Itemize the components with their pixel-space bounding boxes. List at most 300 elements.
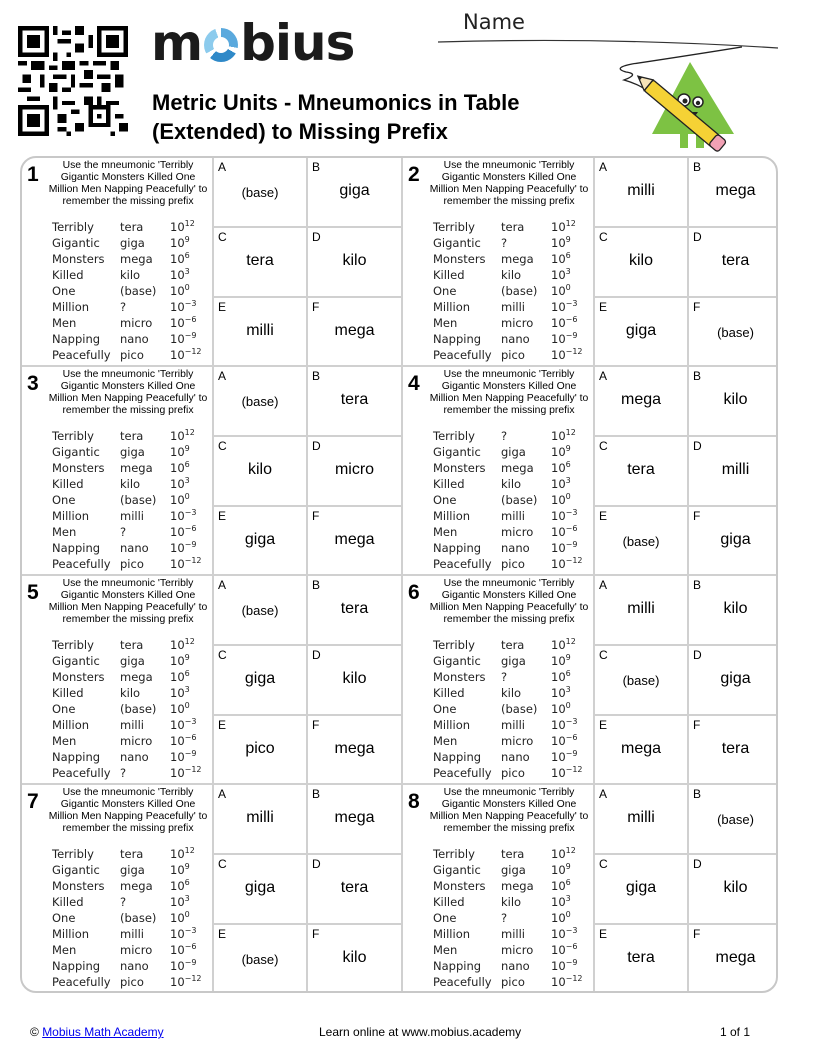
mnemonic-word: Million	[52, 718, 90, 732]
prefix-table	[52, 637, 202, 781]
prefix-value: micro	[120, 316, 153, 330]
mnemonic-word: Peacefully	[52, 348, 111, 362]
option-value: giga	[339, 182, 370, 199]
exponent: 9	[184, 444, 190, 453]
option-letter: B	[693, 160, 702, 174]
prefix-table-row	[52, 862, 202, 878]
prefix-value: ?	[120, 525, 127, 539]
power-of-ten: $10^{-9}$	[551, 749, 578, 764]
problem-3	[22, 367, 401, 576]
power-of-ten: $10^0$	[170, 492, 190, 507]
mnemonic-word: Million	[52, 509, 90, 523]
exponent: 9	[184, 235, 190, 244]
answer-options-grid	[212, 158, 401, 367]
prefix-value: ?	[501, 429, 508, 443]
prefix-value: nano	[120, 959, 149, 973]
problem-7	[22, 785, 401, 993]
option-letter: B	[693, 369, 702, 383]
power-of-ten: $10^3$	[551, 685, 571, 700]
problem-prompt	[403, 785, 593, 993]
answer-option-a[interactable]	[212, 785, 306, 855]
option-value: kilo	[342, 252, 367, 269]
prefix-table-row	[52, 219, 202, 235]
prefix-table-row	[433, 637, 583, 653]
answer-option-e[interactable]	[212, 716, 306, 785]
answer-option-d[interactable]	[687, 646, 778, 716]
mnemonic-word: Monsters	[52, 879, 105, 893]
prefix-value: pico	[501, 557, 525, 571]
option-value: tera	[340, 391, 369, 408]
mnemonic-word: Terribly	[52, 638, 94, 652]
answer-option-b[interactable]	[306, 576, 401, 646]
mnemonic-word: Terribly	[433, 429, 475, 443]
power-of-ten: $10^9$	[551, 653, 571, 668]
option-value: mega	[620, 740, 662, 757]
option-letter: E	[599, 509, 608, 523]
power-of-ten: $10^0$	[170, 701, 190, 716]
prefix-value: kilo	[120, 477, 141, 491]
option-letter: C	[599, 230, 608, 244]
power-of-ten: $10^6$	[551, 669, 571, 684]
answer-option-d[interactable]	[306, 228, 401, 298]
option-letter: C	[218, 857, 227, 871]
mnemonic-word: Gigantic	[52, 445, 100, 459]
prefix-value: micro	[501, 316, 534, 330]
option-value: tera	[627, 949, 655, 966]
prefix-value: giga	[120, 236, 145, 250]
option-letter: F	[693, 718, 701, 732]
problem-prompt	[403, 367, 593, 576]
option-value: mega	[334, 322, 375, 339]
prefix-value: tera	[120, 220, 144, 234]
prefix-value: nano	[501, 541, 530, 555]
exponent: −9	[184, 958, 197, 967]
mnemonic-word: Peacefully	[433, 348, 492, 362]
exponent: 6	[565, 460, 571, 469]
answer-option-f[interactable]	[306, 298, 401, 367]
option-letter: A	[599, 787, 608, 801]
mnemonic-word: Peacefully	[52, 975, 111, 989]
option-letter: A	[599, 160, 608, 174]
exponent: −12	[565, 556, 583, 565]
power-of-ten: $10^6$	[170, 878, 190, 893]
option-letter: F	[312, 509, 320, 523]
option-value: (base)	[241, 185, 279, 200]
mnemonic-word: Gigantic	[433, 863, 481, 877]
prefix-table-row	[433, 862, 583, 878]
power-of-ten: $10^{-3}$	[551, 508, 578, 523]
answer-options-grid	[593, 576, 778, 785]
mnemonic-word: Men	[52, 943, 77, 957]
option-letter: C	[218, 648, 227, 662]
option-value: kilo	[247, 461, 272, 478]
mnemonic-word: One	[52, 702, 76, 716]
prefix-table-row	[433, 556, 583, 572]
mnemonic-word: Men	[433, 316, 458, 330]
problem-prompt	[403, 576, 593, 785]
mobius-logo	[151, 14, 355, 72]
exponent: 0	[184, 910, 190, 919]
title-line-1: Metric Units - Mneumonics in Table	[152, 90, 520, 115]
mnemonic-word: Million	[433, 509, 471, 523]
power-of-ten: $10^3$	[551, 894, 571, 909]
prefix-table-row	[52, 765, 202, 781]
answer-option-d[interactable]	[687, 855, 778, 925]
power-of-ten: $10^{12}$	[551, 846, 576, 861]
prefix-table-row	[433, 267, 583, 283]
prefix-value: milli	[501, 927, 525, 941]
power-of-ten: $10^{-3}$	[551, 299, 578, 314]
answer-option-a[interactable]	[593, 158, 687, 228]
prefix-value: giga	[501, 863, 526, 877]
answer-option-b[interactable]	[687, 785, 778, 855]
answer-option-f[interactable]	[306, 507, 401, 576]
answer-option-a[interactable]	[212, 367, 306, 437]
prefix-value: giga	[501, 654, 526, 668]
answer-option-e[interactable]	[593, 716, 687, 785]
prefix-table-row	[52, 492, 202, 508]
answer-option-d[interactable]	[687, 228, 778, 298]
mnemonic-word: Peacefully	[52, 766, 111, 780]
option-value: tera	[246, 252, 274, 269]
answer-option-f[interactable]	[306, 716, 401, 785]
prefix-value: micro	[501, 734, 534, 748]
option-value: (base)	[717, 812, 754, 827]
prefix-table-row	[52, 331, 202, 347]
mnemonic-word: Million	[52, 927, 90, 941]
answer-option-e[interactable]	[593, 925, 687, 993]
mnemonic-word: One	[52, 911, 76, 925]
answer-option-f[interactable]	[687, 507, 778, 576]
option-letter: E	[599, 718, 608, 732]
prefix-table-row	[52, 733, 202, 749]
exponent: 12	[184, 637, 195, 646]
mnemonic-word: Peacefully	[433, 557, 492, 571]
answer-option-c[interactable]	[212, 437, 306, 507]
prefix-value: mega	[501, 879, 534, 893]
power-of-ten: $10^6$	[551, 251, 571, 266]
exponent: −3	[184, 299, 197, 308]
mnemonic-word: Men	[433, 734, 458, 748]
exponent: 6	[184, 878, 190, 887]
prefix-value: mega	[120, 461, 153, 475]
answer-option-e[interactable]	[212, 507, 306, 576]
answer-option-b[interactable]	[306, 367, 401, 437]
mnemonic-word: Terribly	[52, 220, 94, 234]
answer-option-b[interactable]	[687, 367, 778, 437]
prefix-value: (base)	[501, 493, 538, 507]
problem-number: 3	[27, 372, 39, 395]
power-of-ten: $10^{-12}$	[170, 556, 202, 571]
answer-option-a[interactable]	[212, 576, 306, 646]
mnemonic-word: Napping	[433, 332, 482, 346]
prefix-table-row	[52, 251, 202, 267]
answer-option-a[interactable]	[593, 576, 687, 646]
mnemonic-word: Terribly	[433, 847, 475, 861]
worksheet-grid	[20, 156, 778, 993]
answer-option-c[interactable]	[593, 228, 687, 298]
logo-text-start: m	[151, 14, 203, 72]
power-of-ten: $10^3$	[551, 267, 571, 282]
answer-option-f[interactable]	[687, 925, 778, 993]
mnemonic-word: One	[52, 284, 76, 298]
power-of-ten: $10^{-12}$	[551, 556, 583, 571]
exponent: −12	[184, 765, 202, 774]
option-letter: D	[312, 230, 321, 244]
exponent: −6	[565, 524, 578, 533]
answer-option-b[interactable]	[687, 576, 778, 646]
mnemonic-word: One	[433, 493, 457, 507]
option-letter: C	[599, 857, 608, 871]
power-of-ten: $10^9$	[170, 235, 190, 250]
mnemonic-word: Peacefully	[433, 766, 492, 780]
answer-option-c[interactable]	[212, 228, 306, 298]
prefix-value: tera	[501, 847, 525, 861]
footer-center-text: Learn online at www.mobius.academy	[319, 1025, 522, 1039]
prefix-value: micro	[501, 525, 534, 539]
power-of-ten: $10^{-9}$	[170, 540, 197, 555]
prefix-value: nano	[120, 332, 149, 346]
power-of-ten: $10^9$	[170, 653, 190, 668]
prefix-table-row	[52, 428, 202, 444]
prefix-value: kilo	[501, 477, 522, 491]
power-of-ten: $10^{-3}$	[170, 717, 197, 732]
prefix-value: giga	[120, 654, 145, 668]
prefix-table-row	[433, 749, 583, 765]
mnemonic-word: Napping	[433, 959, 482, 973]
power-of-ten: $10^6$	[170, 669, 190, 684]
option-letter: D	[312, 648, 321, 662]
option-letter: A	[599, 369, 608, 383]
option-letter: B	[312, 369, 321, 383]
answer-option-e[interactable]	[212, 925, 306, 993]
problem-instruction: Use the mneumonic 'Terribly Gigantic Monsters Killed One Million Men Napping Peacefully' to remember the missing prefix	[429, 578, 589, 625]
problem-6	[403, 576, 778, 785]
power-of-ten: $10^{12}$	[170, 219, 195, 234]
answer-option-a[interactable]	[593, 785, 687, 855]
answer-option-e[interactable]	[212, 298, 306, 367]
option-letter: F	[693, 927, 701, 941]
exponent: −12	[184, 347, 202, 356]
option-value: milli	[246, 809, 274, 826]
problem-number: 2	[408, 163, 420, 186]
option-value: mega	[334, 531, 375, 548]
option-letter: E	[218, 927, 227, 941]
mnemonic-word: Terribly	[433, 638, 475, 652]
option-value: milli	[627, 600, 655, 617]
problem-instruction: Use the mneumonic 'Terribly Gigantic Monsters Killed One Million Men Napping Peacefully' to remember the missing prefix	[48, 160, 208, 207]
option-letter: D	[693, 439, 702, 453]
option-letter: F	[312, 300, 320, 314]
exponent: −6	[184, 524, 197, 533]
mobius-link[interactable]: Mobius Math Academy	[42, 1025, 164, 1039]
power-of-ten: $10^{-9}$	[551, 540, 578, 555]
prefix-value: ?	[501, 670, 508, 684]
exponent: 12	[565, 219, 576, 228]
mnemonic-word: Monsters	[52, 670, 105, 684]
power-of-ten: $10^{-12}$	[551, 765, 583, 780]
power-of-ten: $10^{-12}$	[170, 765, 202, 780]
answer-option-a[interactable]	[593, 367, 687, 437]
answer-option-d[interactable]	[687, 437, 778, 507]
prefix-value: kilo	[501, 268, 522, 282]
exponent: 0	[184, 701, 190, 710]
mobius-logo-icon	[204, 28, 238, 62]
footer-copyright	[30, 1025, 164, 1039]
exponent: 9	[565, 653, 571, 662]
exponent: 9	[184, 653, 190, 662]
power-of-ten: $10^{-6}$	[551, 524, 578, 539]
prefix-value: milli	[120, 509, 144, 523]
prefix-table-row	[52, 669, 202, 685]
exponent: 6	[184, 460, 190, 469]
answer-options-grid	[593, 158, 778, 367]
option-value: mega	[620, 391, 662, 408]
prefix-table-row	[433, 765, 583, 781]
answer-option-c[interactable]	[212, 855, 306, 925]
option-letter: D	[312, 857, 321, 871]
prefix-table	[433, 219, 583, 363]
power-of-ten: $10^{-9}$	[170, 958, 197, 973]
prefix-table-row	[52, 653, 202, 669]
problem-number: 1	[27, 163, 39, 186]
prefix-table-row	[52, 910, 202, 926]
prefix-table-row	[433, 846, 583, 862]
mascot-icon	[612, 44, 742, 156]
prefix-table-row	[52, 942, 202, 958]
prefix-table-row	[52, 283, 202, 299]
answer-option-c[interactable]	[212, 646, 306, 716]
answer-option-b[interactable]	[306, 158, 401, 228]
prefix-value: (base)	[120, 493, 157, 507]
option-letter: A	[218, 160, 227, 174]
exponent: −3	[184, 508, 197, 517]
prefix-table-row	[433, 701, 583, 717]
option-letter: D	[312, 439, 321, 453]
prefix-table-row	[433, 460, 583, 476]
power-of-ten: $10^0$	[170, 910, 190, 925]
exponent: −3	[565, 508, 578, 517]
option-value: giga	[244, 670, 276, 687]
option-letter: B	[312, 578, 321, 592]
option-value: (base)	[622, 673, 660, 688]
answer-option-c[interactable]	[593, 437, 687, 507]
power-of-ten: $10^0$	[551, 283, 571, 298]
option-letter: A	[218, 369, 227, 383]
power-of-ten: $10^0$	[170, 283, 190, 298]
option-letter: B	[693, 578, 702, 592]
option-letter: F	[693, 300, 701, 314]
option-value: mega	[715, 949, 756, 966]
answer-option-d[interactable]	[306, 855, 401, 925]
mnemonic-word: Killed	[433, 895, 465, 909]
answer-option-f[interactable]	[306, 925, 401, 993]
power-of-ten: $10^9$	[551, 235, 571, 250]
answer-option-c[interactable]	[593, 855, 687, 925]
prefix-value: (base)	[120, 702, 157, 716]
mnemonic-word: Terribly	[52, 429, 94, 443]
power-of-ten: $10^{-9}$	[170, 749, 197, 764]
prefix-table-row	[433, 910, 583, 926]
power-of-ten: $10^{-6}$	[551, 733, 578, 748]
prefix-value: tera	[501, 638, 525, 652]
prefix-value: tera	[120, 638, 144, 652]
option-letter: B	[312, 160, 321, 174]
prefix-table-row	[433, 878, 583, 894]
power-of-ten: $10^{12}$	[551, 219, 576, 234]
exponent: 0	[565, 701, 571, 710]
power-of-ten: $10^{-3}$	[551, 926, 578, 941]
option-value: kilo	[628, 252, 653, 269]
prefix-table-row	[52, 878, 202, 894]
mnemonic-word: Million	[433, 718, 471, 732]
exponent: −9	[565, 331, 578, 340]
power-of-ten: $10^6$	[170, 251, 190, 266]
prefix-value: kilo	[120, 686, 141, 700]
power-of-ten: $10^3$	[170, 894, 190, 909]
prefix-table	[52, 428, 202, 572]
prefix-table-row	[433, 717, 583, 733]
answer-option-c[interactable]	[593, 646, 687, 716]
exponent: 12	[565, 846, 576, 855]
problem-instruction: Use the mneumonic 'Terribly Gigantic Monsters Killed One Million Men Napping Peacefully' to remember the missing prefix	[429, 787, 589, 834]
prefix-value: nano	[501, 750, 530, 764]
answer-option-e[interactable]	[593, 298, 687, 367]
prefix-table-row	[433, 444, 583, 460]
option-letter: E	[599, 300, 608, 314]
mnemonic-word: Killed	[52, 268, 84, 282]
exponent: 3	[565, 894, 571, 903]
option-letter: A	[599, 578, 608, 592]
exponent: −12	[184, 974, 202, 983]
answer-option-f[interactable]	[687, 716, 778, 785]
mnemonic-word: Napping	[52, 332, 101, 346]
prefix-value: kilo	[501, 895, 522, 909]
answer-option-b[interactable]	[687, 158, 778, 228]
exponent: 0	[565, 492, 571, 501]
qr-code-icon	[17, 26, 129, 136]
mnemonic-word: Napping	[433, 541, 482, 555]
prefix-value: pico	[120, 557, 144, 571]
option-value: (base)	[717, 325, 754, 340]
option-value: giga	[244, 879, 276, 896]
option-value: tera	[721, 740, 750, 757]
answer-option-d[interactable]	[306, 437, 401, 507]
exponent: −3	[565, 717, 578, 726]
answer-option-f[interactable]	[687, 298, 778, 367]
option-value: tera	[340, 600, 369, 617]
answer-option-b[interactable]	[306, 785, 401, 855]
prefix-value: milli	[501, 718, 525, 732]
prefix-value: giga	[120, 863, 145, 877]
problem-prompt	[22, 367, 212, 576]
prefix-value: giga	[501, 445, 526, 459]
answer-option-a[interactable]	[212, 158, 306, 228]
mnemonic-word: Gigantic	[52, 236, 100, 250]
option-value: giga	[625, 322, 657, 339]
option-value: (base)	[241, 952, 279, 967]
answer-option-d[interactable]	[306, 646, 401, 716]
mnemonic-word: Men	[52, 734, 77, 748]
power-of-ten: $10^{-12}$	[551, 974, 583, 989]
problem-number: 7	[27, 790, 39, 813]
answer-option-e[interactable]	[593, 507, 687, 576]
prefix-table-row	[433, 347, 583, 363]
prefix-table-row	[433, 235, 583, 251]
exponent: 12	[184, 846, 195, 855]
prefix-table-row	[52, 444, 202, 460]
exponent: 6	[184, 251, 190, 260]
